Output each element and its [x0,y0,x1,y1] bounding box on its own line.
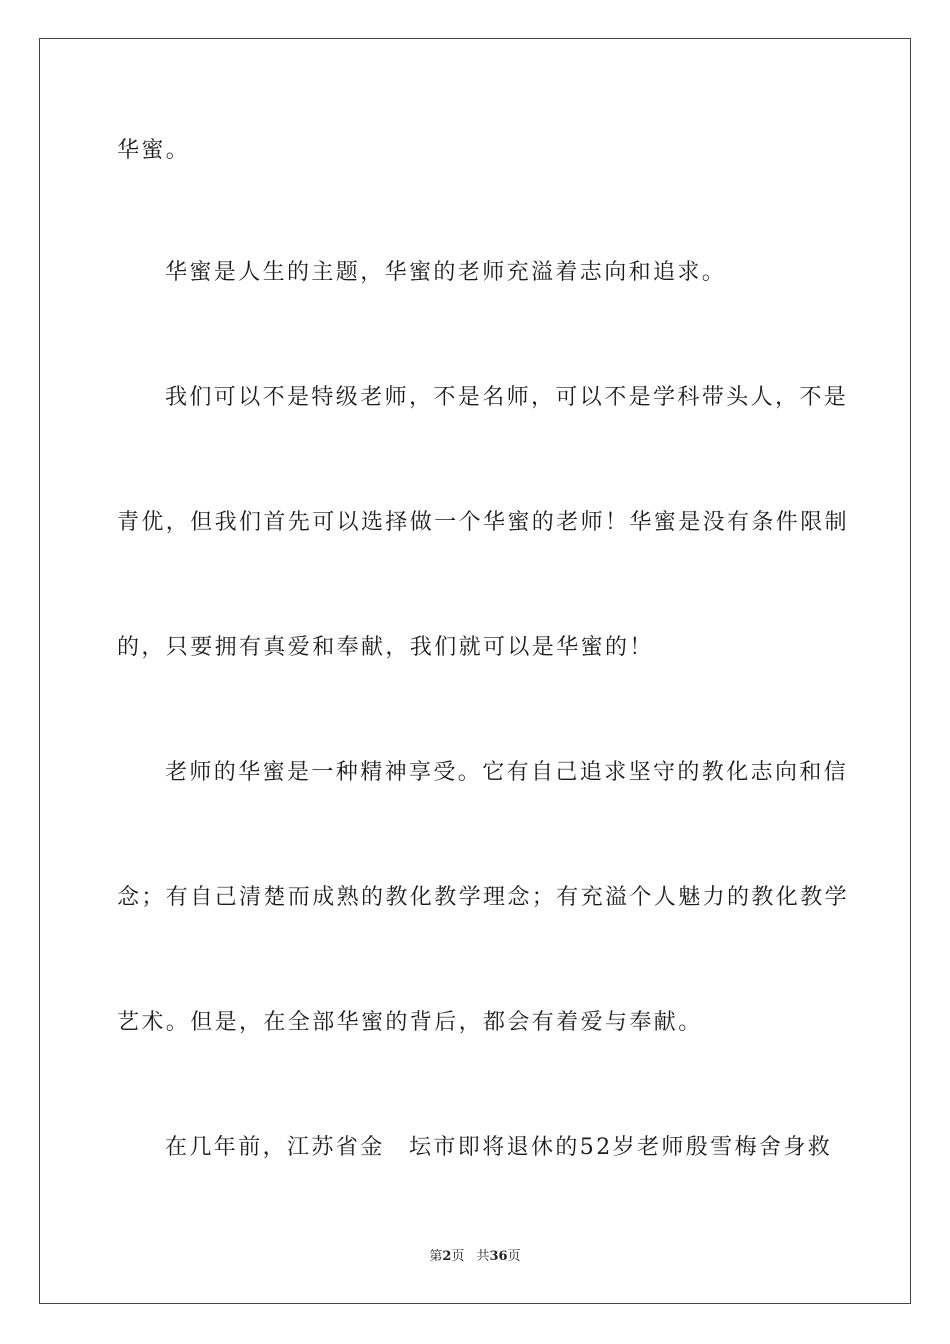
page-current: 2 [442,1249,452,1264]
text-line-4: 青优，但我们首先可以选择做一个华蜜的老师！华蜜是没有条件限制 [117,510,850,535]
text-line-8: 艺术。但是，在全部华蜜的背后，都会有着爱与奉献。 [117,1010,703,1035]
page-total: 36 [489,1249,508,1264]
page-border [39,38,911,1304]
text-line-5: 的，只要拥有真爱和奉献，我们就可以是华蜜的！ [117,635,654,660]
total-suffix: 页 [507,1249,521,1264]
text-line-6: 老师的华蜜是一种精神享受。它有自己追求坚守的教化志向和信 [165,760,849,785]
text-line-1: 华蜜。 [117,138,191,163]
text-line-9: 在几年前，江苏省金 坛市即将退休的52岁老师殷雪梅舍身救 [165,1135,833,1160]
page-footer [0,1248,950,1266]
text-line-7: 念；有自己清楚而成熟的教化教学理念；有充溢个人魅力的教化教学 [117,885,850,910]
page-prefix: 第 [429,1249,443,1264]
page-suffix: 页 [451,1249,465,1264]
text-line-3: 我们可以不是特级老师，不是名师，可以不是学科带头人，不是 [165,385,849,410]
text-line-2: 华蜜是人生的主题，华蜜的老师充溢着志向和追求。 [165,260,727,285]
total-prefix: 共 [476,1249,490,1264]
